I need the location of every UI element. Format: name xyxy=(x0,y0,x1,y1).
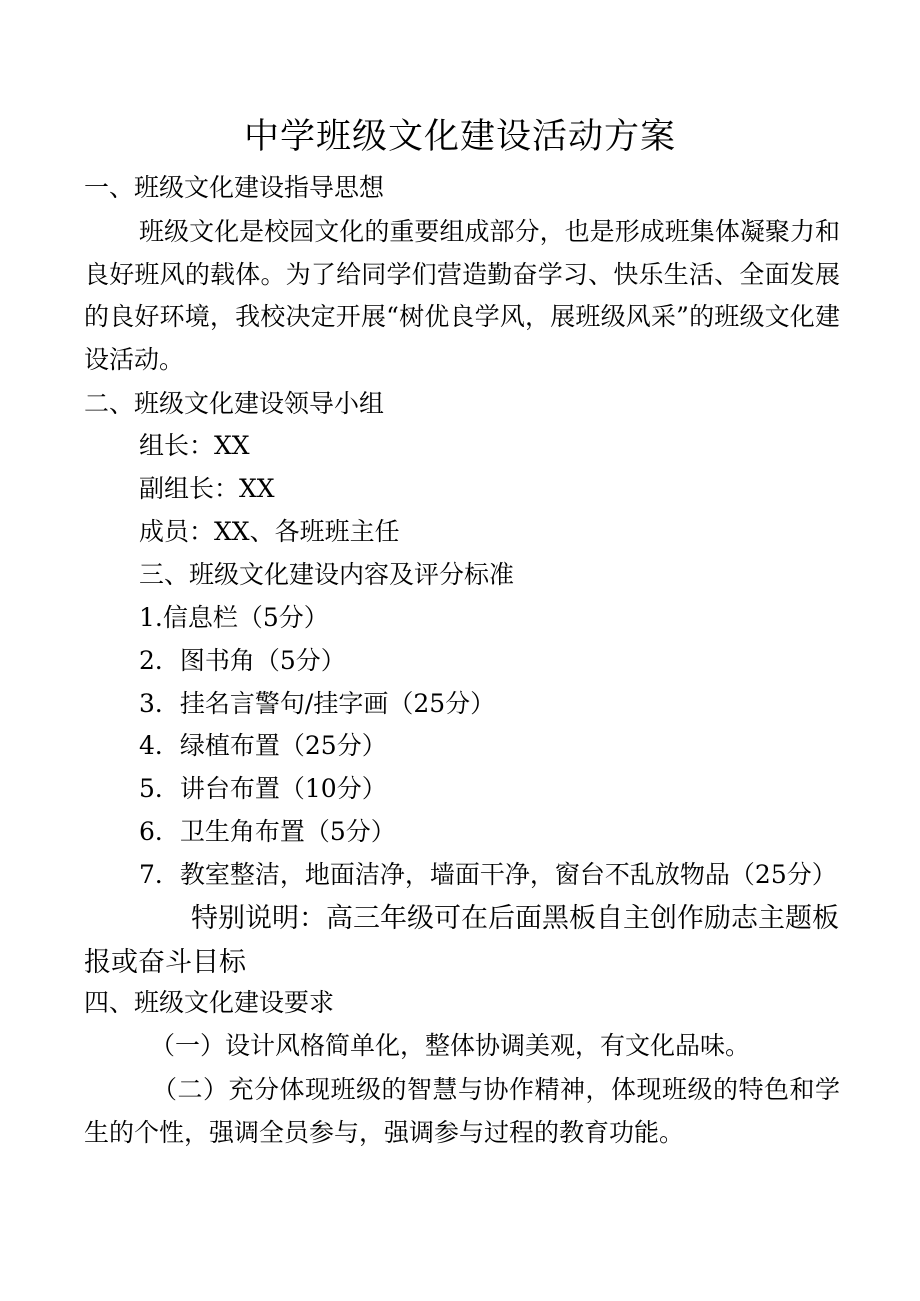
group-leader: 组长：XX xyxy=(139,431,250,460)
section-2-heading: 二、班级文化建设领导小组 xyxy=(84,389,385,418)
criteria-item: 2．图书角（5分） xyxy=(139,646,346,675)
section-4-heading: 四、班级文化建设要求 xyxy=(84,988,335,1017)
criteria-item: 7．教室整洁，地面洁净，墙面干净，窗台不乱放物品（25分） xyxy=(139,860,837,889)
section-1-heading: 一、班级文化建设指导思想 xyxy=(84,173,385,202)
group-members: 成员：XX、各班班主任 xyxy=(139,517,400,546)
criteria-item: 6．卫生角布置（5分） xyxy=(139,817,396,846)
section-1-body: 班级文化是校园文化的重要组成部分，也是形成班集体凝聚力和良好班风的载体。为了给同学们营造勤奋学习、快乐生活、全面发展的良好环境，我校决定开展“树优良学风，展班级风采”的班级文化建设活动。 xyxy=(84,217,840,374)
criteria-item: 1.信息栏（5分） xyxy=(139,603,329,632)
special-note: 特别说明：高三年级可在后面黑板自主创作励志主题板报或奋斗目标 xyxy=(84,903,839,978)
document-title: 中学班级文化建设活动方案 xyxy=(243,117,676,157)
criteria-item: 5．讲台布置（10分） xyxy=(139,774,387,803)
requirement-2: （二）充分体现班级的智慧与协作精神，体现班级的特色和学生的个性，强调全员参与，强调参与过程的教育功能。 xyxy=(84,1075,840,1147)
criteria-item: 3．挂名言警句/挂字画（25分） xyxy=(139,689,496,718)
section-3-heading: 三、班级文化建设内容及评分标准 xyxy=(139,560,515,589)
requirement-1: （一）设计风格简单化，整体协调美观，有文化品味。 xyxy=(150,1031,751,1060)
group-deputy-leader: 副组长：XX xyxy=(139,474,275,503)
criteria-item: 4．绿植布置（25分） xyxy=(139,731,387,760)
